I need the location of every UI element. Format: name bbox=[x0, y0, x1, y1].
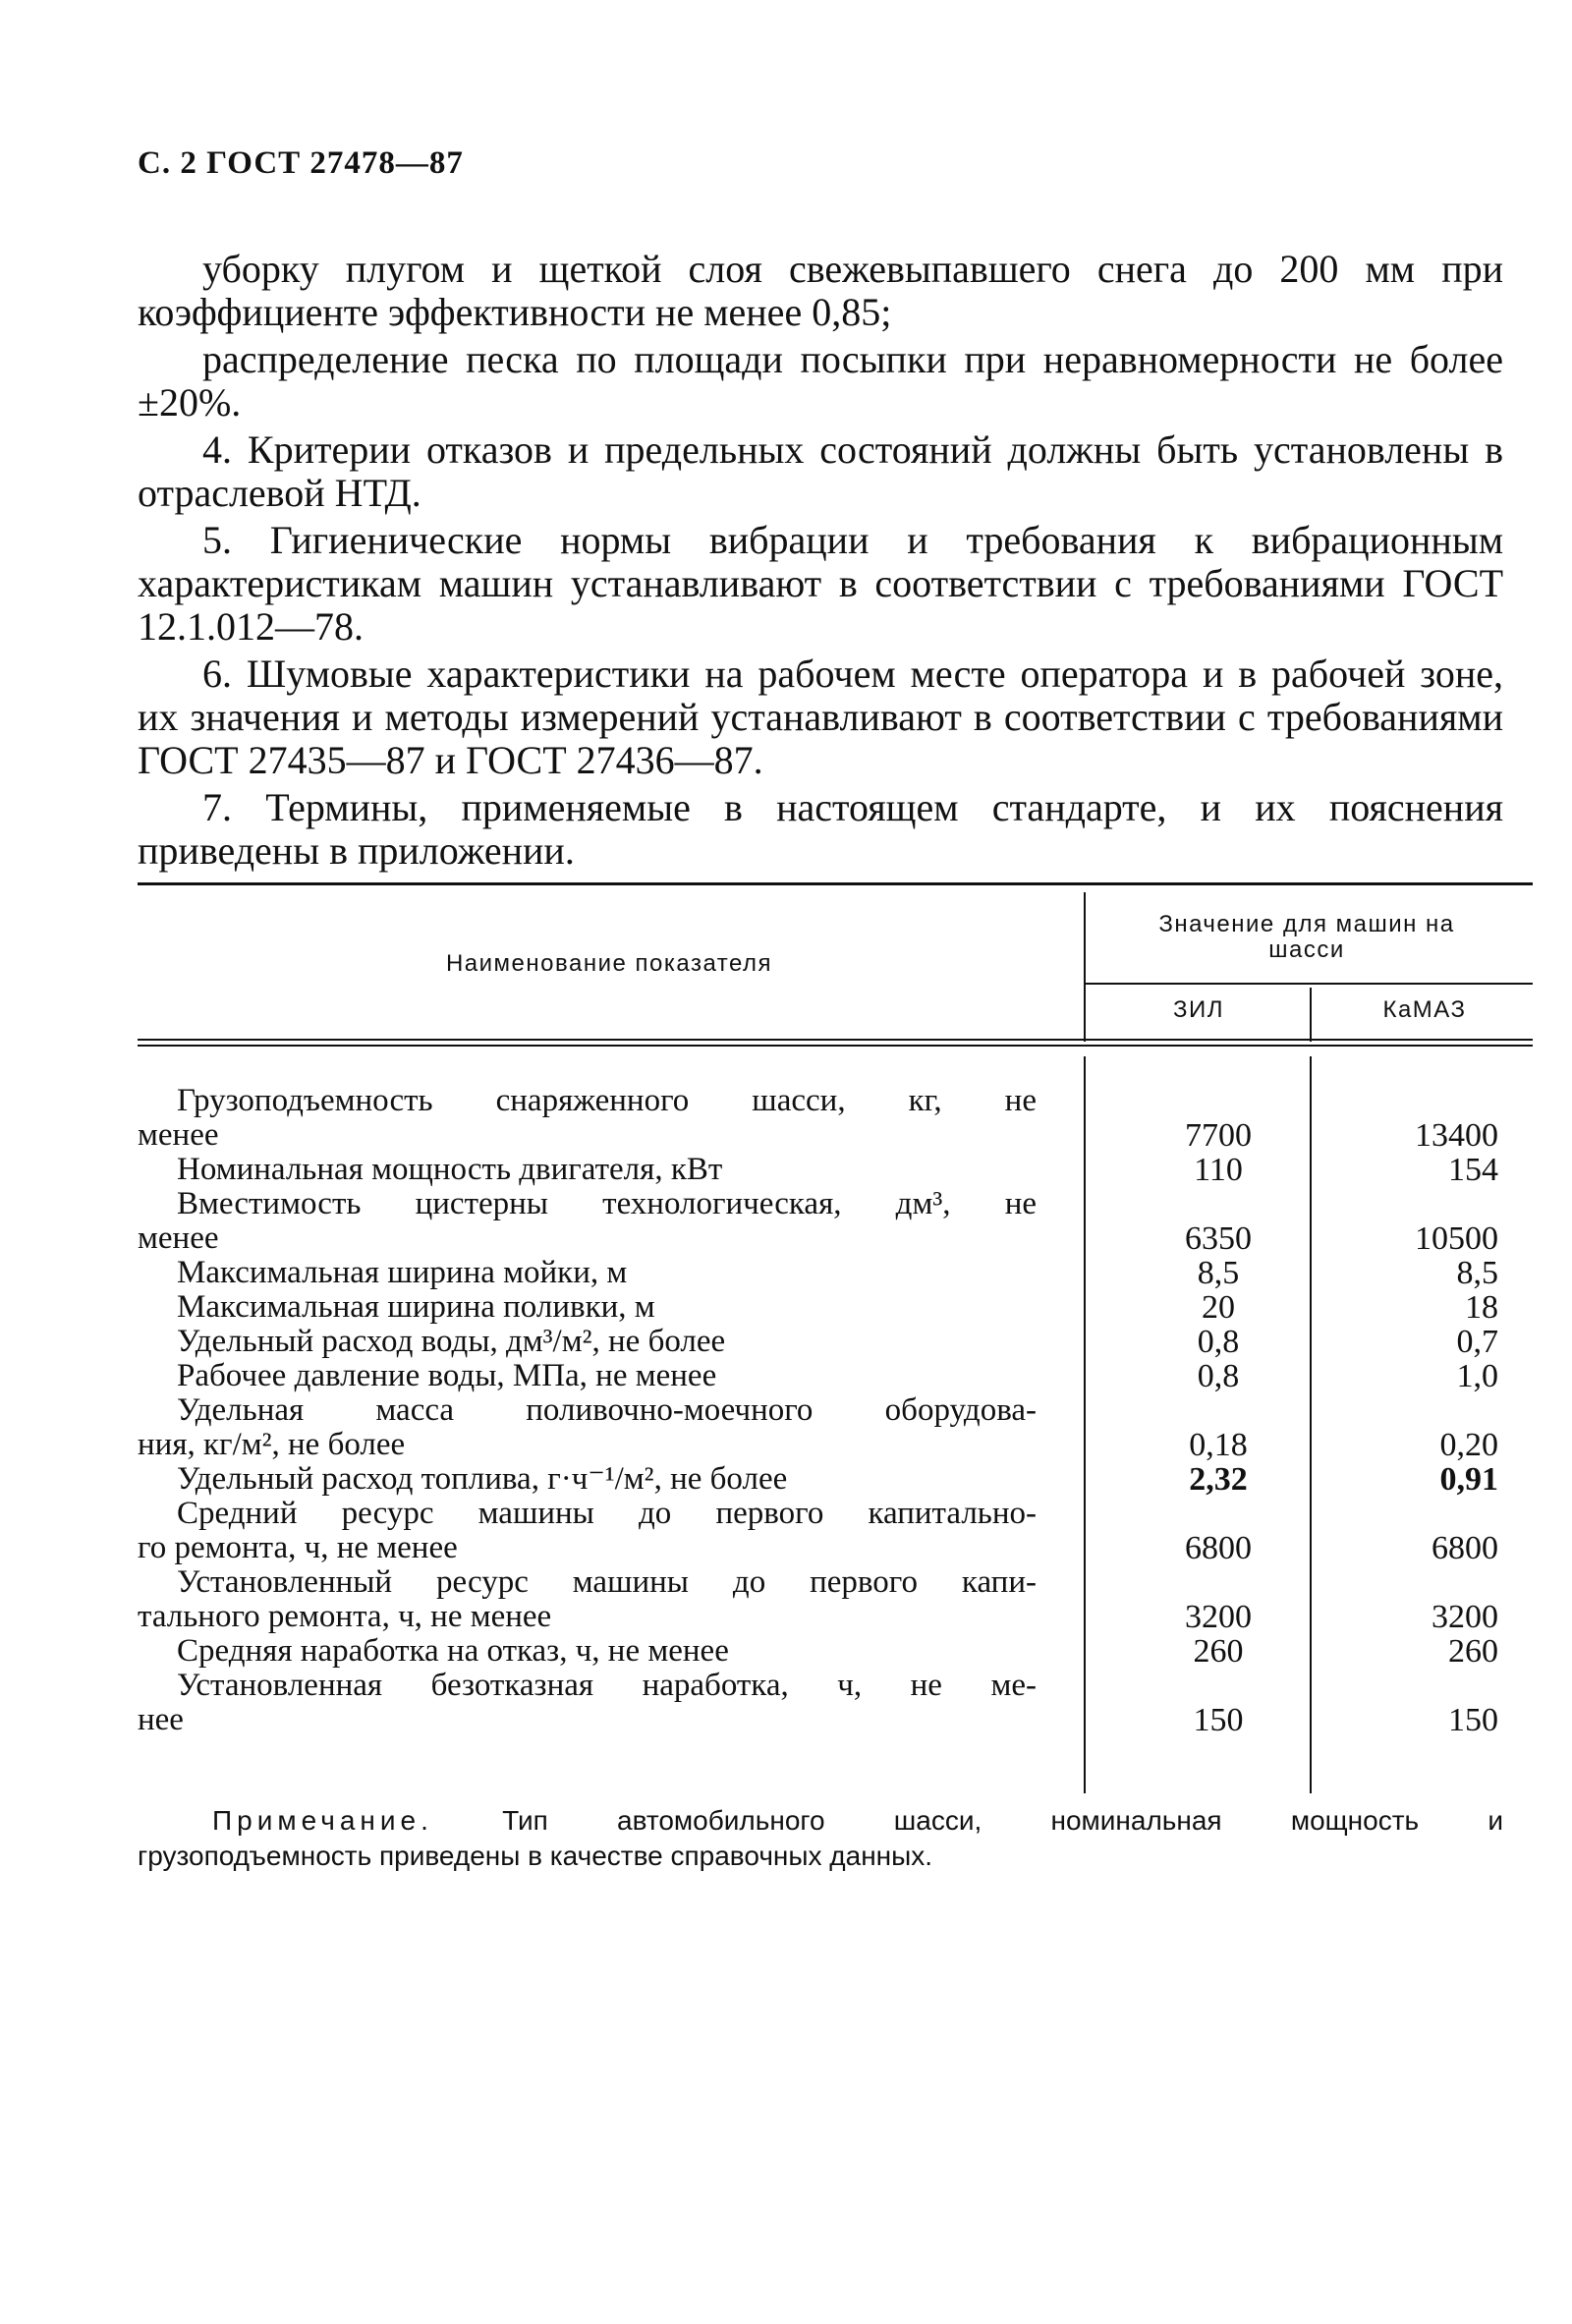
table-header-bottom-rule-2 bbox=[138, 1045, 1533, 1047]
row-label: Средний ресурс машины до первого капитально- bbox=[177, 1496, 1037, 1531]
table-row bbox=[138, 1290, 1533, 1325]
table-row bbox=[138, 1084, 1533, 1153]
value-zil: 150 bbox=[1193, 1702, 1244, 1738]
table-row bbox=[138, 1325, 1533, 1359]
table-row bbox=[138, 1393, 1533, 1462]
row-label-cont: ния, кг/м², не более bbox=[138, 1427, 406, 1462]
note-text-line2: грузоподъемность приведены в качестве справочных данных. bbox=[138, 1841, 933, 1871]
table-row bbox=[138, 1462, 1533, 1497]
row-label: Удельный расход воды, дм³/м², не более bbox=[177, 1324, 726, 1359]
value-zil: 0,8 bbox=[1197, 1324, 1240, 1360]
table-col-divider-1 bbox=[1084, 892, 1086, 1042]
column-header-group: Значение для машин на шасси bbox=[1158, 911, 1455, 963]
value-kamaz: 1,0 bbox=[1456, 1358, 1498, 1394]
row-label-cont: менее bbox=[138, 1220, 219, 1256]
value-kamaz: 154 bbox=[1448, 1152, 1498, 1188]
row-label-cont: тального ремонта, ч, не менее bbox=[138, 1599, 552, 1634]
value-zil: 260 bbox=[1193, 1633, 1244, 1670]
table-row bbox=[138, 1497, 1533, 1565]
page-header: С. 2 ГОСТ 27478—87 bbox=[138, 145, 464, 181]
paragraph-5: 5. Гигиенические нормы вибрации и требования к вибрационным характеристикам машин устанавливают в соответствии с требованиями ГОСТ 12.1.012—78. bbox=[138, 518, 1503, 649]
row-label-cont: нее bbox=[138, 1702, 184, 1737]
note-label: Примечание. bbox=[212, 1805, 433, 1836]
value-kamaz: 6800 bbox=[1432, 1530, 1498, 1566]
row-label: Удельный расход топлива, г·ч⁻¹/м², не более bbox=[177, 1461, 788, 1497]
value-kamaz: 0,7 bbox=[1456, 1324, 1498, 1360]
column-header-zil: ЗИЛ bbox=[1173, 996, 1224, 1023]
row-label: Максимальная ширина поливки, м bbox=[177, 1289, 655, 1325]
value-kamaz: 0,20 bbox=[1439, 1427, 1498, 1463]
value-kamaz: 3200 bbox=[1432, 1599, 1498, 1635]
paragraph-6: 6. Шумовые характеристики на рабочем месте оператора и в рабочей зоне, их значения и методы измерений устанавливают в соответствии с требованиями ГОСТ 27435—87 и ГОСТ 27436—87. bbox=[138, 652, 1503, 782]
row-label-cont: го ремонта, ч, не менее bbox=[138, 1530, 458, 1565]
value-kamaz: 0,91 bbox=[1439, 1461, 1498, 1498]
value-zil: 2,32 bbox=[1189, 1461, 1248, 1498]
row-label: Рабочее давление воды, МПа, не менее bbox=[177, 1358, 717, 1393]
value-kamaz: 150 bbox=[1448, 1702, 1498, 1738]
value-zil: 6800 bbox=[1185, 1530, 1252, 1566]
row-label: Средняя наработка на отказ, ч, не менее bbox=[177, 1633, 729, 1669]
row-label: Грузоподъемность снаряженного шасси, кг, не bbox=[177, 1083, 1037, 1118]
value-kamaz: 13400 bbox=[1415, 1117, 1498, 1154]
table-header-bottom-rule-1 bbox=[138, 1039, 1533, 1041]
value-kamaz: 10500 bbox=[1415, 1220, 1498, 1257]
value-zil: 0,8 bbox=[1197, 1358, 1240, 1394]
value-zil: 0,18 bbox=[1189, 1427, 1248, 1463]
row-label: Удельная масса поливочно-моечного оборудова- bbox=[177, 1392, 1037, 1428]
table-row bbox=[138, 1565, 1533, 1634]
row-label: Установленный ресурс машины до первого капи- bbox=[177, 1564, 1037, 1600]
row-label: Номинальная мощность двигателя, кВт bbox=[177, 1152, 723, 1187]
table-row bbox=[138, 1153, 1533, 1187]
table-col-divider-2 bbox=[1310, 988, 1312, 1042]
table-top-rule bbox=[138, 882, 1533, 885]
row-label: Максимальная ширина мойки, м bbox=[177, 1255, 628, 1290]
value-zil: 3200 bbox=[1185, 1599, 1252, 1635]
table-body bbox=[138, 1084, 1533, 1737]
value-kamaz: 260 bbox=[1448, 1633, 1498, 1670]
body-text bbox=[138, 248, 1503, 873]
column-header-kamaz: КаМАЗ bbox=[1382, 996, 1467, 1023]
value-kamaz: 8,5 bbox=[1456, 1255, 1498, 1291]
paragraph-4: 4. Критерии отказов и предельных состояний должны быть установлены в отраслевой НТД. bbox=[138, 427, 1503, 515]
table-subheader-rule bbox=[1086, 983, 1533, 985]
table-row bbox=[138, 1634, 1533, 1669]
value-zil: 20 bbox=[1202, 1289, 1235, 1326]
paragraph-snow-removal: уборку плугом и щеткой слоя свежевыпавшего снега до 200 мм при коэффициенте эффективности не менее 0,85; bbox=[138, 247, 1503, 334]
row-label: Установленная безотказная наработка, ч, не ме- bbox=[177, 1668, 1037, 1703]
table-row bbox=[138, 1359, 1533, 1393]
value-zil: 110 bbox=[1194, 1152, 1243, 1188]
table-note bbox=[138, 1803, 1503, 1874]
row-label: Вместимость цистерны технологическая, дм³, не bbox=[177, 1186, 1037, 1221]
paragraph-7: 7. Термины, применяемые в настоящем стандарте, и их пояснения приведены в приложении. bbox=[138, 785, 1503, 873]
row-label-cont: менее bbox=[138, 1117, 219, 1153]
value-zil: 7700 bbox=[1185, 1117, 1252, 1154]
paragraph-sand-distribution: распределение песка по площади посыпки при неравномерности не более ±20%. bbox=[138, 337, 1503, 425]
note-text-line1: Тип автомобильного шасси, номинальная мощность и bbox=[502, 1805, 1504, 1836]
table-row bbox=[138, 1187, 1533, 1256]
value-kamaz: 18 bbox=[1465, 1289, 1498, 1326]
value-zil: 8,5 bbox=[1197, 1255, 1240, 1291]
column-header-name: Наименование показателя bbox=[445, 950, 773, 977]
table-row bbox=[138, 1256, 1533, 1290]
value-zil: 6350 bbox=[1185, 1220, 1252, 1257]
table-row bbox=[138, 1669, 1533, 1737]
